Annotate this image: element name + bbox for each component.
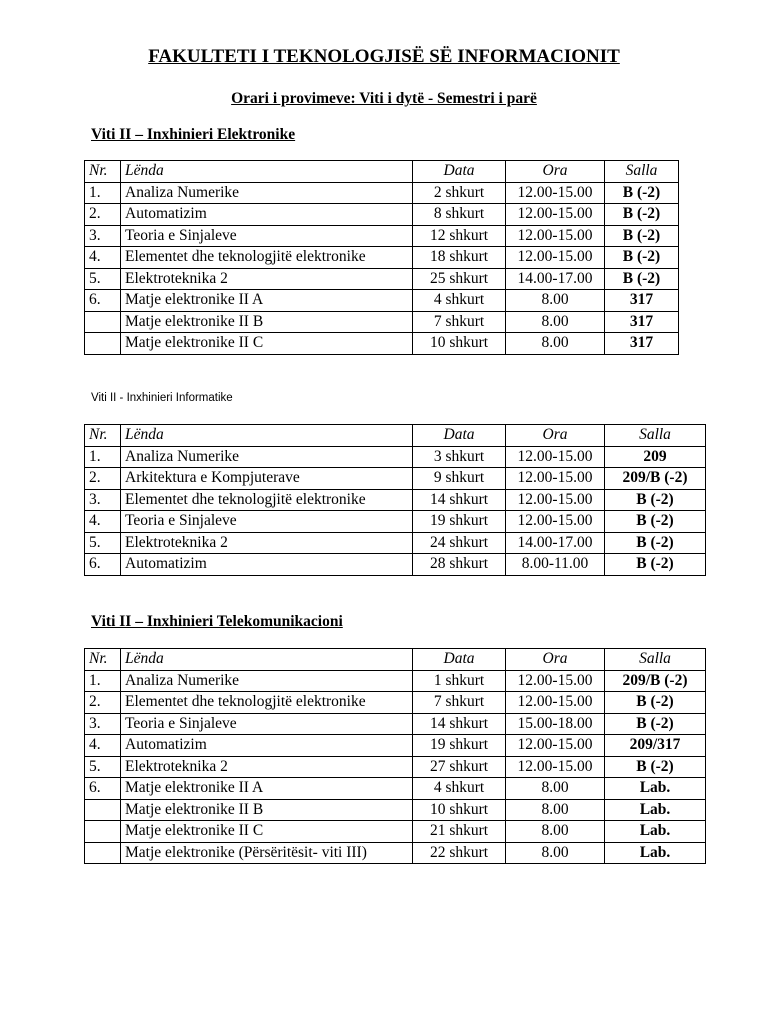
cell-nr: 5. (85, 532, 121, 554)
cell-ora: 12.00-15.00 (506, 735, 605, 757)
cell-data: 2 shkurt (413, 182, 506, 204)
cell-ora: 12.00-15.00 (506, 446, 605, 468)
table-row (85, 842, 706, 864)
cell-salla: B (-2) (605, 247, 679, 269)
header-data: Data (413, 425, 506, 447)
cell-ora: 12.00-15.00 (506, 247, 605, 269)
header-ora: Ora (506, 161, 605, 183)
cell-ora: 14.00-17.00 (506, 532, 605, 554)
header-lenda: Lënda (121, 649, 413, 671)
schedule-table-telekomunikacioni (84, 648, 706, 864)
cell-salla: 209 (605, 446, 706, 468)
section-heading-telekomunikacioni: Viti II – Inxhinieri Telekomunikacioni (91, 613, 343, 630)
header-salla: Salla (605, 161, 679, 183)
cell-ora: 12.00-15.00 (506, 225, 605, 247)
cell-nr: 3. (85, 713, 121, 735)
table-header-row (85, 649, 706, 671)
cell-lenda: Analiza Numerike (121, 670, 413, 692)
cell-ora: 12.00-15.00 (506, 182, 605, 204)
table-row (85, 756, 706, 778)
cell-lenda: Matje elektronike II B (121, 799, 413, 821)
section-heading-informatike: Viti II - Inxhinieri Informatike (91, 392, 233, 404)
table-row (85, 311, 679, 333)
cell-salla: Lab. (605, 842, 706, 864)
cell-data: 9 shkurt (413, 468, 506, 490)
cell-nr: 2. (85, 468, 121, 490)
cell-salla: Lab. (605, 799, 706, 821)
header-salla: Salla (605, 649, 706, 671)
cell-nr: 1. (85, 446, 121, 468)
header-nr: Nr. (85, 161, 121, 183)
cell-nr: 2. (85, 692, 121, 714)
cell-data: 8 shkurt (413, 204, 506, 226)
cell-salla: B (-2) (605, 489, 706, 511)
cell-data: 28 shkurt (413, 554, 506, 576)
cell-nr: 1. (85, 670, 121, 692)
table-header-row (85, 161, 679, 183)
table-row (85, 333, 679, 355)
cell-nr: 5. (85, 268, 121, 290)
cell-data: 4 shkurt (413, 778, 506, 800)
cell-data: 10 shkurt (413, 333, 506, 355)
cell-data: 3 shkurt (413, 446, 506, 468)
cell-ora: 8.00 (506, 778, 605, 800)
cell-lenda: Matje elektronike II C (121, 821, 413, 843)
cell-ora: 8.00 (506, 333, 605, 355)
cell-lenda: Elementet dhe teknologjitë elektronike (121, 247, 413, 269)
table-row (85, 468, 706, 490)
table-row (85, 511, 706, 533)
cell-ora: 12.00-15.00 (506, 204, 605, 226)
cell-lenda: Elektroteknika 2 (121, 532, 413, 554)
cell-nr: 6. (85, 290, 121, 312)
cell-salla: B (-2) (605, 182, 679, 204)
cell-salla: Lab. (605, 821, 706, 843)
cell-lenda: Teoria e Sinjaleve (121, 713, 413, 735)
table-row (85, 290, 679, 312)
cell-nr: 3. (85, 489, 121, 511)
cell-salla: Lab. (605, 778, 706, 800)
cell-data: 1 shkurt (413, 670, 506, 692)
cell-ora: 15.00-18.00 (506, 713, 605, 735)
cell-salla: 209/B (-2) (605, 670, 706, 692)
cell-ora: 8.00 (506, 799, 605, 821)
page-subtitle: Orari i provimeve: Viti i dytë - Semestri i parë (231, 90, 537, 107)
cell-ora: 12.00-15.00 (506, 511, 605, 533)
cell-nr: 6. (85, 778, 121, 800)
header-nr: Nr. (85, 425, 121, 447)
schedule-table-elektronike (84, 160, 679, 355)
cell-lenda: Teoria e Sinjaleve (121, 225, 413, 247)
cell-data: 12 shkurt (413, 225, 506, 247)
cell-data: 22 shkurt (413, 842, 506, 864)
cell-salla: B (-2) (605, 204, 679, 226)
section-heading-elektronike: Viti II – Inxhinieri Elektronike (91, 126, 296, 143)
cell-data: 14 shkurt (413, 713, 506, 735)
cell-ora: 12.00-15.00 (506, 692, 605, 714)
cell-data: 4 shkurt (413, 290, 506, 312)
header-lenda: Lënda (121, 161, 413, 183)
cell-ora: 8.00 (506, 821, 605, 843)
header-ora: Ora (506, 649, 605, 671)
cell-nr: 2. (85, 204, 121, 226)
cell-salla: 209/317 (605, 735, 706, 757)
cell-data: 18 shkurt (413, 247, 506, 269)
cell-nr: 1. (85, 182, 121, 204)
cell-data: 25 shkurt (413, 268, 506, 290)
cell-salla: 317 (605, 290, 679, 312)
table-row (85, 554, 706, 576)
cell-salla: B (-2) (605, 692, 706, 714)
table-row (85, 713, 706, 735)
cell-salla: 209/B (-2) (605, 468, 706, 490)
cell-nr: 4. (85, 247, 121, 269)
table-header-row (85, 425, 706, 447)
cell-data: 7 shkurt (413, 692, 506, 714)
cell-data: 14 shkurt (413, 489, 506, 511)
cell-ora: 12.00-15.00 (506, 489, 605, 511)
cell-lenda: Matje elektronike (Përsëritësit- viti III) (121, 842, 413, 864)
cell-nr: 6. (85, 554, 121, 576)
table-row (85, 821, 706, 843)
table-row (85, 799, 706, 821)
cell-lenda: Elementet dhe teknologjitë elektronike (121, 692, 413, 714)
table-row (85, 532, 706, 554)
cell-data: 24 shkurt (413, 532, 506, 554)
cell-salla: B (-2) (605, 268, 679, 290)
table-row (85, 247, 679, 269)
table-row (85, 735, 706, 757)
cell-ora: 8.00 (506, 842, 605, 864)
cell-salla: B (-2) (605, 511, 706, 533)
cell-salla: B (-2) (605, 225, 679, 247)
cell-salla: B (-2) (605, 532, 706, 554)
cell-data: 19 shkurt (413, 511, 506, 533)
cell-lenda: Matje elektronike II B (121, 311, 413, 333)
cell-lenda: Arkitektura e Kompjuterave (121, 468, 413, 490)
cell-ora: 8.00-11.00 (506, 554, 605, 576)
cell-lenda: Analiza Numerike (121, 446, 413, 468)
cell-data: 10 shkurt (413, 799, 506, 821)
cell-nr (85, 821, 121, 843)
cell-nr: 5. (85, 756, 121, 778)
cell-lenda: Elektroteknika 2 (121, 268, 413, 290)
cell-salla: B (-2) (605, 756, 706, 778)
cell-nr: 4. (85, 511, 121, 533)
table-row (85, 670, 706, 692)
cell-ora: 14.00-17.00 (506, 268, 605, 290)
header-salla: Salla (605, 425, 706, 447)
table-row (85, 692, 706, 714)
cell-nr (85, 311, 121, 333)
header-data: Data (413, 161, 506, 183)
cell-nr (85, 842, 121, 864)
cell-ora: 8.00 (506, 311, 605, 333)
header-lenda: Lënda (121, 425, 413, 447)
cell-data: 7 shkurt (413, 311, 506, 333)
cell-ora: 12.00-15.00 (506, 468, 605, 490)
cell-salla: 317 (605, 311, 679, 333)
table-row (85, 225, 679, 247)
cell-nr: 3. (85, 225, 121, 247)
cell-lenda: Teoria e Sinjaleve (121, 511, 413, 533)
cell-lenda: Matje elektronike II A (121, 778, 413, 800)
table-row (85, 446, 706, 468)
cell-nr (85, 333, 121, 355)
table-row (85, 778, 706, 800)
cell-salla: 317 (605, 333, 679, 355)
header-nr: Nr. (85, 649, 121, 671)
table-row (85, 182, 679, 204)
table-row (85, 268, 679, 290)
header-data: Data (413, 649, 506, 671)
table-row (85, 204, 679, 226)
cell-nr (85, 799, 121, 821)
cell-ora: 12.00-15.00 (506, 756, 605, 778)
cell-nr: 4. (85, 735, 121, 757)
cell-data: 21 shkurt (413, 821, 506, 843)
cell-data: 19 shkurt (413, 735, 506, 757)
cell-ora: 8.00 (506, 290, 605, 312)
cell-lenda: Automatizim (121, 735, 413, 757)
cell-ora: 12.00-15.00 (506, 670, 605, 692)
cell-salla: B (-2) (605, 713, 706, 735)
cell-salla: B (-2) (605, 554, 706, 576)
cell-lenda: Analiza Numerike (121, 182, 413, 204)
cell-lenda: Automatizim (121, 204, 413, 226)
schedule-table-informatike (84, 424, 706, 576)
page-title: FAKULTETI I TEKNOLOGJISË SË INFORMACIONIT (148, 46, 620, 67)
cell-lenda: Automatizim (121, 554, 413, 576)
table-row (85, 489, 706, 511)
cell-lenda: Matje elektronike II A (121, 290, 413, 312)
cell-lenda: Matje elektronike II C (121, 333, 413, 355)
cell-lenda: Elektroteknika 2 (121, 756, 413, 778)
cell-data: 27 shkurt (413, 756, 506, 778)
cell-lenda: Elementet dhe teknologjitë elektronike (121, 489, 413, 511)
header-ora: Ora (506, 425, 605, 447)
